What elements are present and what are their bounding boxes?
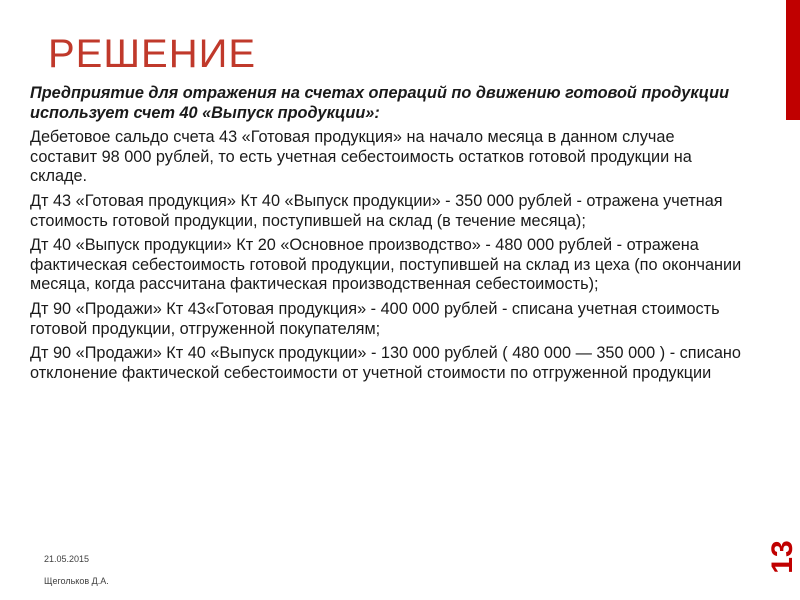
footer-author: Щегольков Д.А. (44, 576, 109, 586)
footer-date: 21.05.2015 (44, 554, 90, 564)
paragraph-entry-4: Дт 90 «Продажи» Кт 40 «Выпуск продукции» - 130 000 рублей ( 480 000 — 350 000 ) - списано отклонение фактической себестоимости от учетной стоимости по отгруженной продукции (30, 344, 741, 382)
slide-title: РЕШЕНИЕ (48, 32, 257, 76)
paragraph-entry-3: Дт 90 «Продажи» Кт 43«Готовая продукция» - 400 000 рублей - списана учетная стоимость готовой продукции, отгруженной покупателям; (30, 299, 720, 338)
accent-bar (786, 0, 800, 120)
slide-body (30, 84, 742, 388)
page-number: 13 (766, 540, 799, 574)
paragraph-entry-2: Дт 40 «Выпуск продукции» Кт 20 «Основное производство» - 480 000 рублей - отражена фактическая себестоимость готовой продукции, поступившей на склад из цеха (по окончании месяца, когда рассчитана фактическая производственная себестоимость); (30, 236, 742, 294)
paragraph-intro: Предприятие для отражения на счетах операций по движению готовой продукции использует счет 40 «Выпуск продукции»: (30, 84, 730, 122)
paragraph-entry-1: Дт 43 «Готовая продукция» Кт 40 «Выпуск продукции» - 350 000 рублей - отражена учетная стоимость готовой продукции, поступившей на склад (в течение месяца); (30, 191, 723, 230)
paragraph-opening-balance: Дебетовое сальдо счета 43 «Готовая продукция» на начало месяца в данном случае составит 98 000 рублей, то есть учетная себестоимость остатков готовой продукции на складе. (30, 128, 692, 186)
